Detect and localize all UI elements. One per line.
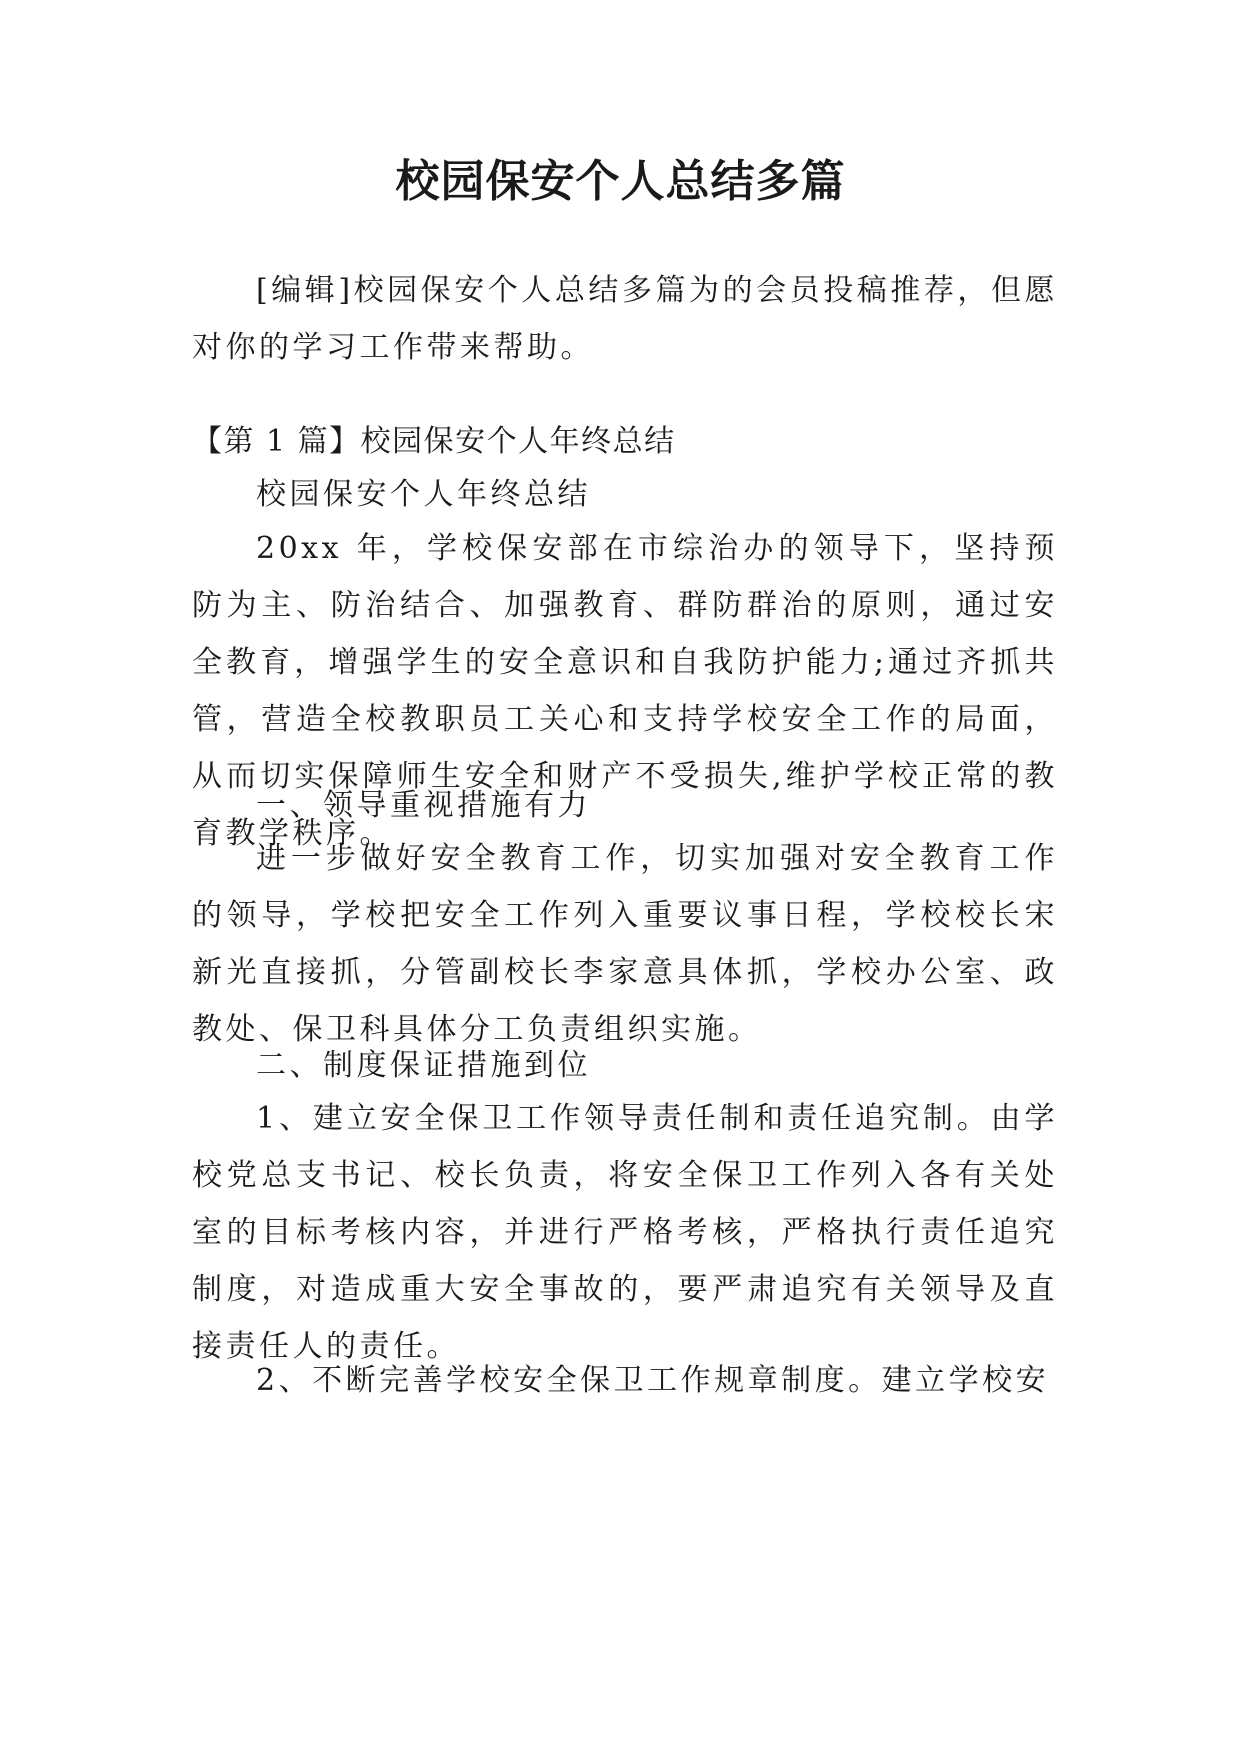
body-paragraph: 1、建立安全保卫工作领导责任制和责任追究制。由学校党总支书记、校长负责，将安全保卫工作列入各有关处室的目标考核内容，并进行严格考核，严格执行责任追究制度，对造成重大安全事故的，要严肃追究有关领导及直接责任人的责任。 [192, 1101, 1058, 1364]
section-heading: 【第 1 篇】校园保安个人年终总结 [192, 424, 676, 459]
body-paragraph: 进一步做好安全教育工作，切实加强对安全教育工作的领导，学校把安全工作列入重要议事日程，学校校长宋新光直接抓，分管副校长李家意具体抓，学校办公室、政教处、保卫科具体分工负责组织实施。 [192, 841, 1058, 1047]
document-title: 校园保安个人总结多篇 [395, 156, 846, 207]
section-subtitle: 校园保安个人年终总结 [256, 477, 591, 512]
body-paragraph: 2、不断完善学校安全保卫工作规章制度。建立学校安 [256, 1363, 1050, 1398]
body-paragraph: 20xx 年，学校保安部在市综治办的领导下，坚持预防为主、防治结合、加强教育、群防群治的原则，通过安全教育，增强学生的安全意识和自我防护能力;通过齐抓共管，营造全校教职员工关心和支持学校安全工作的局面，从而切实保障师生安全和财产不受损失,维护学校正常的教育教学秩序。 [192, 531, 1058, 851]
intro-paragraph: [编辑]校园保安个人总结多篇为的会员投稿推荐，但愿对你的学习工作带来帮助。 [192, 273, 1058, 365]
subheading-system: 二、制度保证措施到位 [256, 1048, 591, 1083]
subheading-leadership: 一、领导重视措施有力 [256, 788, 591, 823]
